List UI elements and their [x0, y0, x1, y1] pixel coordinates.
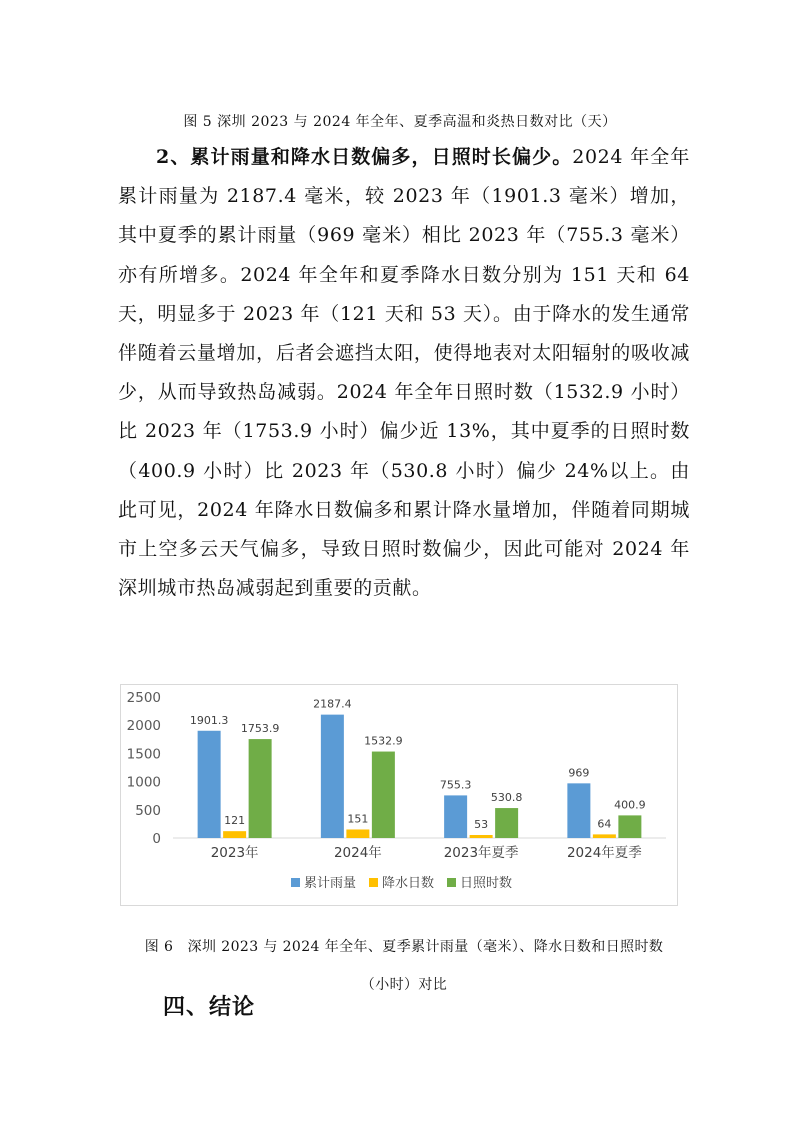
paragraph-rainfall-sunshine — [118, 138, 690, 608]
section-heading-conclusion: 四、结论 — [163, 994, 256, 1020]
legend-swatch — [447, 878, 456, 887]
paragraph-lead: 2、累计雨量和降水日数偏多，日照时长偏少。 — [156, 146, 573, 168]
figure-5-caption: 图 5 深圳 2023 与 2024 年全年、夏季高温和炎热日数对比（天） — [183, 114, 617, 130]
bar-value-label: 151 — [347, 812, 369, 826]
bar-降水日数 — [470, 835, 493, 838]
bar-累计雨量 — [567, 783, 590, 838]
y-tick-label: 2000 — [126, 718, 161, 735]
chart-svg — [121, 685, 677, 905]
y-tick-label: 1500 — [126, 746, 161, 763]
legend-swatch — [369, 878, 378, 887]
bar-value-label: 64 — [597, 817, 612, 831]
bar-日照时数 — [249, 739, 272, 838]
bar-value-label: 969 — [568, 766, 590, 780]
bar-value-label: 121 — [224, 814, 246, 828]
bar-value-label: 1753.9 — [240, 722, 280, 736]
figure-6-caption-line-2: （小时）对比 — [360, 977, 448, 993]
bar-累计雨量 — [321, 715, 344, 838]
bar-降水日数 — [593, 834, 616, 838]
y-tick-label: 2500 — [126, 690, 161, 706]
legend-label: 降水日数 — [382, 876, 435, 891]
y-tick-label: 1000 — [126, 774, 161, 791]
bar-累计雨量 — [444, 795, 467, 838]
bar-日照时数 — [495, 808, 518, 838]
paragraph-body: 2024 年全年累计雨量为 2187.4 毫米，较 2023 年（1901.3 毫米）增加，其中夏季的累计雨量（969 毫米）相比 2023 年（755.3 毫米）亦有所增多。2024 年全年和夏季降水日数分别为 151 天和 64 天，明显多于 2023 年（121 天和 53 天）。由于降水的发生通常伴随着云量增加，后者会遮挡太阳，使得地表对太阳辐射的吸收减少，从而导致热岛减弱。2024 年全年日照时数（1532.9 小时）比 2023 年（1753.9 小时）偏少近 13%，其中夏季的日照时数（400.9 小时）比 2023 年（530.8 小时）偏少 24%以上。由此可见，2024 年降水日数偏多和累计降水量增加，伴随着同期城市上空多云天气偏多，导致日照时数偏少，因此可能对 2024 年深圳城市热岛减弱起到重要的贡献。 — [118, 146, 690, 600]
legend-label: 累计雨量 — [304, 876, 357, 891]
x-category-label: 2023年夏季 — [443, 845, 519, 861]
rainfall-sunshine-chart — [120, 684, 678, 906]
bar-日照时数 — [372, 752, 395, 838]
x-category-label: 2024年夏季 — [566, 845, 642, 861]
bar-value-label: 530.8 — [490, 791, 523, 805]
bar-降水日数 — [223, 831, 246, 838]
bar-value-label: 400.9 — [614, 798, 646, 812]
bar-value-label: 53 — [474, 818, 489, 832]
bar-累计雨量 — [198, 731, 221, 838]
y-tick-label: 0 — [152, 831, 161, 847]
bar-value-label: 755.3 — [439, 778, 472, 792]
x-category-label: 2024年 — [333, 845, 382, 861]
bar-value-label: 2187.4 — [313, 697, 352, 711]
bar-value-label: 1901.3 — [189, 713, 229, 727]
legend-swatch — [291, 878, 300, 887]
legend-label: 日照时数 — [460, 876, 513, 891]
y-tick-label: 500 — [135, 802, 161, 819]
bar-value-label: 1532.9 — [364, 734, 403, 748]
bar-降水日数 — [346, 829, 369, 838]
x-category-label: 2023年 — [210, 845, 259, 861]
figure-6-caption-line-1: 图 6 深圳 2023 与 2024 年全年、夏季累计雨量（毫米）、降水日数和日照时数 — [144, 939, 664, 955]
bar-日照时数 — [618, 815, 641, 838]
